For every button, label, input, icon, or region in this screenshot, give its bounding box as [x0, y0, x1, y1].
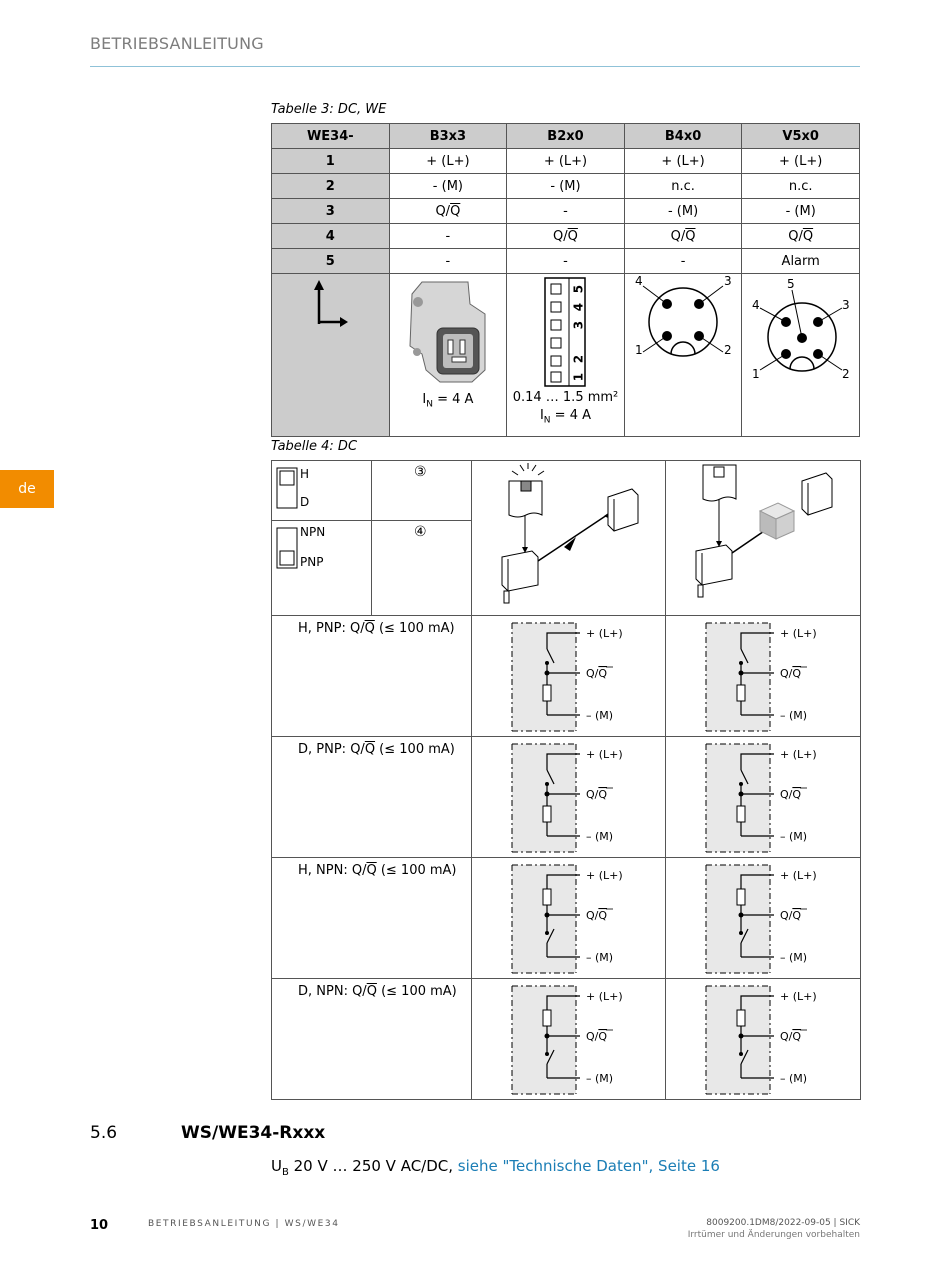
- switch-label: NPN: [300, 524, 326, 539]
- reflection-light-diagram: [472, 461, 666, 611]
- circuit-dark: [666, 979, 861, 1100]
- switch-label: D: [300, 495, 310, 509]
- output-schematic: [702, 619, 882, 737]
- m12-5pin-connector-icon: [742, 274, 859, 384]
- header-divider: [90, 66, 860, 67]
- b2x0-wire-label: 0.14 … 1.5 mm²: [512, 390, 619, 405]
- terminal-q-label: Q/Q: [586, 909, 608, 922]
- output-label: H, PNP: $Q/\overline{Q}$ (≤ 100 mA): [298, 621, 455, 636]
- circuit-dark: [666, 858, 861, 979]
- switch-icon: [276, 467, 300, 511]
- pin-assignment-table: [271, 123, 860, 437]
- cell: $Q/\overline{Q}$: [389, 199, 507, 224]
- table-row: [272, 174, 860, 199]
- output-label: H, NPN: $Q/\overline{Q}$ (≤ 100 mA): [298, 863, 457, 878]
- cell: Alarm: [742, 249, 860, 274]
- circuit-light: [472, 616, 666, 737]
- output-label-cell: [272, 858, 472, 979]
- circuit-row: [272, 616, 861, 737]
- cell: - (M): [742, 199, 860, 224]
- circuit-row: [272, 858, 861, 979]
- terminal-q-label: Q/Q: [586, 667, 608, 680]
- terminal-plus-label: + (L+): [780, 990, 817, 1003]
- terminal-minus-label: – (M): [780, 830, 808, 843]
- switch-label: H: [300, 467, 310, 481]
- tech-data-link[interactable]: siehe "Technische Daten", Seite 16: [457, 1157, 720, 1175]
- terminal-plus-label: + (L+): [586, 748, 623, 761]
- terminal-minus-label: – (M): [780, 951, 808, 964]
- switch-label: PNP: [300, 554, 324, 569]
- pin-label: 1: [634, 343, 643, 357]
- output-schematic: [508, 982, 688, 1100]
- cell: + (L+): [389, 149, 507, 174]
- b3x3-connector-cell: [389, 274, 507, 437]
- table3-caption: Tabelle 3: DC, WE: [271, 102, 387, 117]
- terminal-label: 1: [571, 372, 586, 382]
- terminal-minus-label: – (M): [586, 709, 614, 722]
- output-label: D, PNP: $Q/\overline{Q}$ (≤ 100 mA): [298, 742, 455, 757]
- table-row: [272, 224, 860, 249]
- reflection-dark-diagram: [666, 461, 861, 611]
- pin-number: 2: [272, 174, 390, 199]
- footer-doc-title: BETRIEBSANLEITUNG | WS/WE34: [148, 1219, 340, 1229]
- terminal-q-label: Q/Q: [780, 667, 802, 680]
- cell: + (L+): [507, 149, 625, 174]
- page-number: 10: [90, 1218, 109, 1233]
- cell: -: [507, 199, 625, 224]
- table4-caption: Tabelle 4: DC: [271, 439, 358, 454]
- circuit-row: [272, 737, 861, 858]
- switch-icon: [276, 527, 300, 571]
- terminal-label: 4: [571, 302, 586, 312]
- terminal-plus-label: + (L+): [586, 990, 623, 1003]
- language-tab[interactable]: de: [0, 470, 54, 508]
- dark-switching-diagram: [666, 461, 861, 616]
- pin-label: 2: [723, 343, 732, 357]
- axis-icon-cell: [272, 274, 390, 437]
- pin-label: 3: [842, 298, 851, 312]
- switch-light-dark-cell: [272, 461, 372, 521]
- col-header: B3x3: [389, 124, 507, 149]
- table-row: [272, 249, 860, 274]
- terminal-minus-label: – (M): [586, 830, 614, 843]
- circuit-light: [472, 858, 666, 979]
- pin-number: 5: [272, 249, 390, 274]
- footer-disclaimer: Irrtümer und Änderungen vorbehalten: [687, 1230, 860, 1240]
- pin-label: 4: [634, 274, 643, 288]
- table-row: [272, 199, 860, 224]
- ref-cell: [372, 520, 472, 615]
- cell: - (M): [389, 174, 507, 199]
- ref-number: ④: [414, 523, 427, 540]
- terminal-q-label: Q/Q: [780, 1030, 802, 1043]
- section-title: WS/WE34-Rxxx: [181, 1123, 326, 1143]
- col-header: WE34-: [272, 124, 390, 149]
- cell: $Q/\overline{Q}$: [507, 224, 625, 249]
- circuit-light: [472, 737, 666, 858]
- terminal-minus-label: – (M): [586, 951, 614, 964]
- terminal-q-label: Q/Q: [586, 788, 608, 801]
- col-header: B4x0: [624, 124, 742, 149]
- terminal-minus-label: – (M): [780, 709, 808, 722]
- output-schematic: [508, 861, 688, 979]
- output-label-cell: [272, 979, 472, 1100]
- m12-4pin-connector-icon: [625, 274, 742, 374]
- cell: $Q/\overline{Q}$: [624, 224, 742, 249]
- v5x0-connector-cell: [742, 274, 860, 437]
- terminal-q-label: Q/Q: [780, 909, 802, 922]
- valve-plug-icon: [390, 274, 507, 389]
- b4x0-connector-cell: [624, 274, 742, 437]
- cell: -: [507, 249, 625, 274]
- terminal-q-label: Q/Q: [586, 1030, 608, 1043]
- output-label-cell: [272, 737, 472, 858]
- section-number: 5.6: [90, 1123, 118, 1143]
- pin-label: 2: [842, 367, 851, 381]
- terminal-label: 2: [571, 354, 586, 364]
- circuit-row: [272, 979, 861, 1100]
- terminal-q-label: Q/Q: [780, 788, 802, 801]
- cell: - (M): [507, 174, 625, 199]
- pin-number: 4: [272, 224, 390, 249]
- cell: + (L+): [624, 149, 742, 174]
- terminal-minus-label: – (M): [780, 1072, 808, 1085]
- output-circuit-table: [271, 460, 861, 1100]
- terminal-plus-label: + (L+): [780, 869, 817, 882]
- header-title: BETRIEBSANLEITUNG: [90, 34, 264, 53]
- pin-number: 1: [272, 149, 390, 174]
- output-label-cell: [272, 616, 472, 737]
- terminal-plus-label: + (L+): [586, 627, 623, 640]
- terminal-label: 5: [571, 284, 586, 294]
- axis-arrows-icon: [272, 274, 389, 432]
- circuit-light: [472, 979, 666, 1100]
- pin-number: 3: [272, 199, 390, 224]
- output-label: D, NPN: $Q/\overline{Q}$ (≤ 100 mA): [298, 984, 457, 999]
- cell: -: [389, 224, 507, 249]
- ref-number: ③: [414, 464, 427, 480]
- light-switching-diagram: [472, 461, 666, 616]
- output-schematic: [508, 740, 688, 858]
- footer-doc-id: 8009200.1DM8/2022-09-05 | SICK: [706, 1218, 860, 1228]
- output-schematic: [702, 982, 882, 1100]
- cell: -: [389, 249, 507, 274]
- terminal-block-icon: [507, 274, 624, 389]
- output-schematic: [702, 861, 882, 979]
- pin-label: 5: [787, 277, 796, 291]
- output-schematic: [702, 740, 882, 858]
- ref-cell: [372, 461, 472, 521]
- terminal-minus-label: – (M): [586, 1072, 614, 1085]
- supply-voltage-text: $U_B$ 20 V … 250 V AC/DC, siehe "Technische Daten", Seite 16: [271, 1157, 720, 1178]
- terminal-plus-label: + (L+): [586, 869, 623, 882]
- cell: + (L+): [742, 149, 860, 174]
- terminal-label: 3: [571, 320, 586, 330]
- table-row: [272, 149, 860, 174]
- cell: n.c.: [742, 174, 860, 199]
- col-header: V5x0: [742, 124, 860, 149]
- terminal-plus-label: + (L+): [780, 748, 817, 761]
- b3x3-current-label: $I_N = 4$ A: [422, 392, 474, 410]
- cell: -: [624, 249, 742, 274]
- col-header: B2x0: [507, 124, 625, 149]
- pin-label: 1: [752, 367, 761, 381]
- switch-npn-pnp-cell: [272, 520, 372, 615]
- cell: n.c.: [624, 174, 742, 199]
- cell: $Q/\overline{Q}$: [742, 224, 860, 249]
- pin-label: 3: [723, 274, 732, 288]
- output-schematic: [508, 619, 688, 737]
- terminal-plus-label: + (L+): [780, 627, 817, 640]
- b2x0-connector-cell: [507, 274, 625, 437]
- b2x0-current-label: $I_N = 4$ A: [539, 408, 591, 426]
- circuit-dark: [666, 616, 861, 737]
- circuit-dark: [666, 737, 861, 858]
- cell: - (M): [624, 199, 742, 224]
- pin-label: 4: [752, 298, 761, 312]
